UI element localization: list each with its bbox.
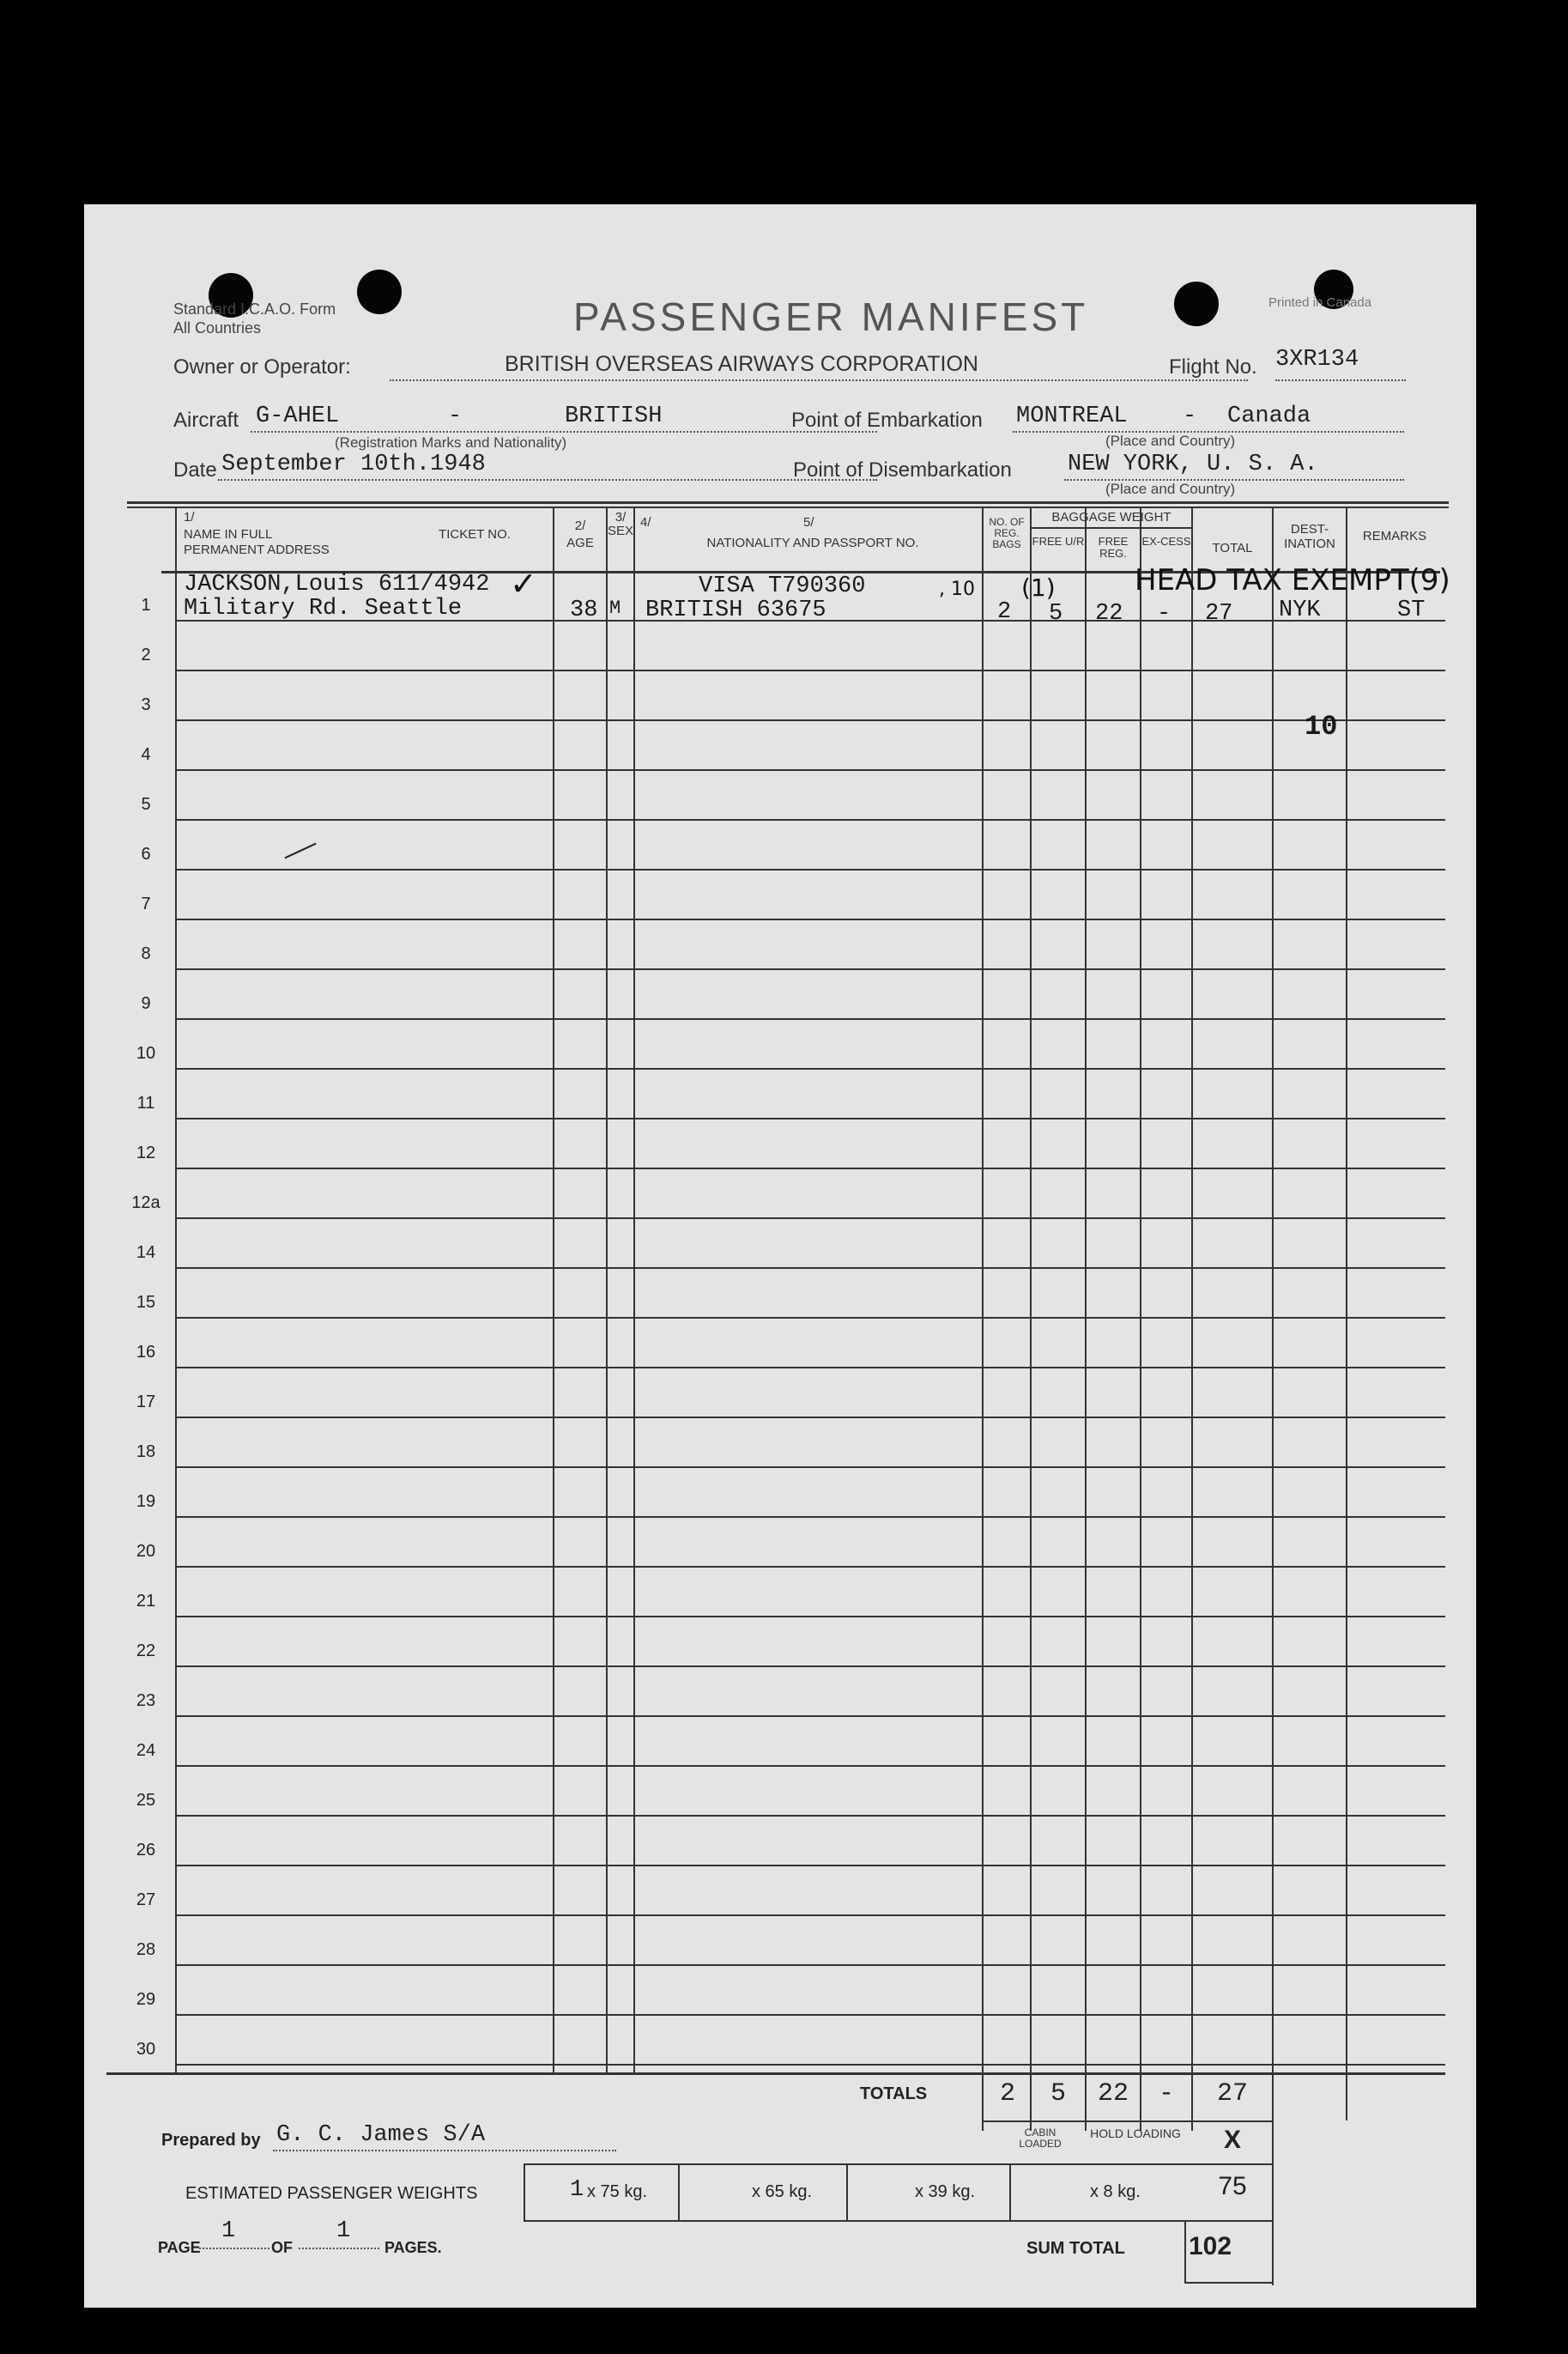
- col-header-sex-num: 3/: [614, 510, 627, 525]
- row-number: 23: [136, 1691, 156, 1710]
- row-number: 18: [136, 1442, 156, 1461]
- col-rule-age: [553, 507, 554, 2072]
- hand-marks: , 10: [939, 579, 975, 600]
- disembarkation-label: Point of Disembarkation: [793, 458, 1012, 482]
- row-number: 7: [141, 895, 151, 913]
- stray-mark: [284, 843, 316, 859]
- row-rule: [175, 1914, 1445, 1916]
- col-header-free-reg: FREE REG.: [1098, 535, 1129, 560]
- row-number: 5: [141, 795, 151, 814]
- row-rule: [175, 1715, 1445, 1717]
- form-standard: Standard I.C.A.O. Form: [173, 300, 336, 318]
- form-countries: All Countries: [173, 319, 262, 337]
- hand-ten: 10: [1305, 711, 1338, 743]
- row-rule: [175, 1815, 1445, 1817]
- passenger-remarks: ST: [1397, 598, 1426, 623]
- totals-free-reg: 22: [1097, 2079, 1129, 2108]
- row-number: 20: [136, 1542, 156, 1561]
- weights-rule-1: [678, 2163, 680, 2220]
- row-rule: [175, 1267, 1445, 1269]
- flight-line: [1275, 379, 1406, 381]
- row-number: 19: [136, 1492, 156, 1511]
- weights-top-rule: [524, 2163, 1274, 2165]
- row-rule: [175, 2064, 1445, 2066]
- prepared-label: Prepared by: [161, 2131, 261, 2150]
- row-number: 28: [136, 1940, 156, 1959]
- row-number: 30: [136, 2040, 156, 2059]
- head-tax-note: HEAD TAX EXEMPT(9): [1135, 563, 1450, 598]
- of-value: 1: [336, 2218, 351, 2244]
- row-number: 14: [136, 1243, 156, 1262]
- totals-rule: [982, 2120, 1274, 2122]
- col-header-destination: DEST-INATION: [1284, 522, 1335, 551]
- row-rule: [175, 1417, 1445, 1418]
- aircraft-value: G-AHEL: [256, 403, 340, 429]
- col-rule-excess: [1140, 507, 1141, 2131]
- sum-left-rule: [1184, 2220, 1186, 2284]
- estimated-weights-label: ESTIMATED PASSENGER WEIGHTS: [185, 2184, 478, 2203]
- col-header-sex: SEX: [608, 524, 634, 538]
- aircraft-label: Aircraft: [173, 409, 239, 432]
- row-rule: [175, 1466, 1445, 1468]
- col-header-age: AGE: [566, 536, 594, 550]
- row-number: 29: [136, 1990, 156, 2009]
- owner-label: Owner or Operator:: [173, 355, 351, 379]
- page-value: 1: [221, 2218, 236, 2244]
- passenger-age: 38: [570, 598, 598, 623]
- table-bottom-rule: [106, 2072, 1445, 2075]
- flight-label: Flight No.: [1169, 355, 1257, 379]
- col-rule-sex: [606, 507, 608, 2072]
- prepared-value: G. C. James S/A: [276, 2122, 486, 2148]
- row-rule: [175, 1516, 1445, 1518]
- hold-loading-label: HOLD LOADING: [1090, 2126, 1181, 2140]
- embarkation-dash: -: [1183, 403, 1197, 429]
- registration-caption: (Registration Marks and Nationality): [335, 434, 567, 451]
- totals-total: 27: [1216, 2079, 1248, 2108]
- col-rule-bags: [982, 507, 984, 2131]
- col-rule-free-ur: [1030, 507, 1032, 2131]
- weights-bottom-rule: [524, 2220, 1274, 2222]
- punch-hole-right: [1174, 282, 1219, 326]
- page-label: PAGE: [158, 2239, 201, 2256]
- col-header-total: TOTAL: [1212, 541, 1253, 555]
- col-rule-nationality: [633, 507, 635, 2072]
- passenger-total: 27: [1205, 601, 1233, 627]
- row-number: 12a: [131, 1193, 160, 1212]
- flight-value: 3XR134: [1275, 347, 1359, 373]
- weight-75: x 75 kg.: [587, 2182, 648, 2201]
- weights-rule-0: [524, 2163, 525, 2220]
- col-header-num-5: 5/: [803, 515, 814, 530]
- row-rule: [175, 1616, 1445, 1617]
- row-number: 6: [141, 845, 151, 864]
- col-header-nationality: NATIONALITY AND PASSPORT NO.: [706, 536, 919, 550]
- punch-hole-center: [357, 270, 402, 314]
- row-rule: [175, 670, 1445, 671]
- passenger-excess: -: [1157, 601, 1171, 627]
- manifest-sheet: [84, 204, 1476, 2308]
- col-rule-destination: [1272, 507, 1274, 2131]
- row-number: 16: [136, 1343, 156, 1362]
- row-rule: [175, 819, 1445, 821]
- embarkation-country: Canada: [1227, 403, 1311, 429]
- weight-8: x 8 kg.: [1090, 2182, 1141, 2201]
- col-header-name: NAME IN FULL: [184, 527, 273, 542]
- baggage-subrule: [1030, 527, 1191, 529]
- passenger-sex: M: [609, 598, 621, 619]
- row-rule: [175, 1317, 1445, 1319]
- hold-mark: X: [1223, 2126, 1241, 2154]
- embarkation-label: Point of Embarkation: [791, 409, 983, 432]
- of-line: [299, 2248, 379, 2249]
- cabin-loaded-label: CABIN LOADED: [1019, 2126, 1062, 2150]
- col-rule-free-reg: [1085, 507, 1087, 2131]
- col-rule-name: [175, 507, 177, 2072]
- col-rule-remarks: [1346, 507, 1347, 2120]
- table-top-rule: [127, 501, 1449, 504]
- date-label: Date: [173, 458, 217, 482]
- row-number: 21: [136, 1592, 156, 1611]
- row-rule: [175, 1168, 1445, 1169]
- row-number: 15: [136, 1293, 156, 1312]
- sum-total-label: SUM TOTAL: [1026, 2239, 1125, 2258]
- passenger-passport: BRITISH 63675: [645, 598, 826, 623]
- row-number: 12: [136, 1144, 156, 1162]
- weight-39: x 39 kg.: [915, 2182, 976, 2201]
- disembarkation-caption: (Place and Country): [1105, 481, 1236, 497]
- weights-rule-3: [1009, 2163, 1011, 2220]
- aircraft-dash: -: [448, 403, 463, 429]
- row-rule: [175, 2014, 1445, 2016]
- passenger-bags: 2: [997, 599, 1012, 625]
- sum-total-value: 102: [1188, 2232, 1232, 2260]
- row-number: 1: [141, 596, 151, 615]
- row-number: 8: [141, 944, 151, 963]
- col-header-baggage-weight: BAGGAGE WEIGHT: [1051, 510, 1171, 525]
- row-number: 4: [141, 745, 151, 764]
- row-rule: [175, 719, 1445, 721]
- row-number: 9: [141, 994, 151, 1013]
- totals-excess: -: [1158, 2079, 1174, 2108]
- row-number: 10: [136, 1044, 156, 1063]
- pages-label: PAGES.: [384, 2239, 442, 2256]
- sum-bottom-rule: [1184, 2282, 1274, 2284]
- passenger-visa: VISA T790360: [699, 573, 866, 599]
- row-number: 27: [136, 1890, 156, 1909]
- col-header-ticket: TICKET NO.: [439, 527, 511, 542]
- row-rule: [175, 869, 1445, 871]
- row-number: 2: [141, 646, 151, 664]
- weights-value: 75: [1218, 2172, 1247, 2200]
- aircraft-line: [251, 431, 877, 433]
- col-header-num-4: 4/: [640, 515, 651, 530]
- totals-bags: 2: [999, 2079, 1015, 2108]
- passenger-free-reg: 22: [1095, 601, 1123, 627]
- row-number: 17: [136, 1392, 156, 1411]
- totals-right-rule: [1272, 2072, 1274, 2285]
- row-rule: [175, 1118, 1445, 1119]
- passenger-name: JACKSON,Louis 611/4942: [184, 572, 490, 598]
- row-rule: [175, 769, 1445, 771]
- page-title: PASSENGER MANIFEST: [573, 294, 1089, 339]
- totals-label: TOTALS: [860, 2084, 928, 2103]
- row-rule: [175, 968, 1445, 970]
- passenger-destination: NYK: [1279, 598, 1321, 623]
- col-rule-total: [1191, 507, 1193, 2131]
- weights-rule-2: [846, 2163, 848, 2220]
- row-number: 22: [136, 1641, 156, 1660]
- printed-note: Printed in Canada: [1268, 295, 1372, 310]
- row-rule: [175, 1964, 1445, 1966]
- table-top-rule-2: [127, 507, 1449, 508]
- disembarkation-value: NEW YORK, U. S. A.: [1068, 452, 1318, 477]
- col-header-remarks: REMARKS: [1362, 529, 1427, 543]
- col-header-bags: NO. OF REG. BAGS: [989, 516, 1025, 550]
- col-header-age-num: 2/: [574, 519, 586, 533]
- row-rule: [175, 1217, 1445, 1219]
- hand-bag-mark: (1): [1021, 573, 1056, 602]
- row-number: 3: [141, 695, 151, 714]
- row-rule: [175, 1566, 1445, 1568]
- weight-count-75: 1: [570, 2177, 584, 2203]
- date-value: September 10th.1948: [221, 452, 486, 477]
- row-number: 26: [136, 1841, 156, 1860]
- passenger-address: Military Rd. Seattle: [184, 596, 463, 622]
- prepared-line: [273, 2150, 616, 2151]
- col-header-free-ur: FREE U/R: [1032, 535, 1085, 548]
- row-rule: [175, 1068, 1445, 1070]
- col-header-num-1: 1/: [184, 510, 195, 525]
- row-number: 25: [136, 1791, 156, 1810]
- row-rule: [175, 919, 1445, 920]
- row-number: 24: [136, 1741, 156, 1760]
- check-mark: ✓: [510, 565, 537, 603]
- row-rule: [175, 1367, 1445, 1368]
- passenger-free-ur: 5: [1049, 601, 1063, 627]
- totals-free-ur: 5: [1050, 2079, 1066, 2108]
- row-rule: [175, 1018, 1445, 1020]
- embarkation-caption: (Place and Country): [1105, 433, 1236, 449]
- weight-65: x 65 kg.: [752, 2182, 813, 2201]
- page-line: [199, 2248, 269, 2249]
- owner-line: [390, 379, 1248, 381]
- embarkation-value: MONTREAL: [1016, 403, 1128, 429]
- row-rule: [175, 1665, 1445, 1667]
- of-label: OF: [271, 2239, 293, 2256]
- row-rule: [175, 1865, 1445, 1866]
- row-rule: [175, 1765, 1445, 1767]
- row-number: 11: [136, 1094, 155, 1113]
- nationality-value: BRITISH: [565, 403, 663, 429]
- col-header-excess: EX-CESS: [1141, 535, 1191, 548]
- owner-value: BRITISH OVERSEAS AIRWAYS CORPORATION: [505, 352, 978, 376]
- col-header-address: PERMANENT ADDRESS: [184, 543, 330, 557]
- date-line: [218, 479, 877, 481]
